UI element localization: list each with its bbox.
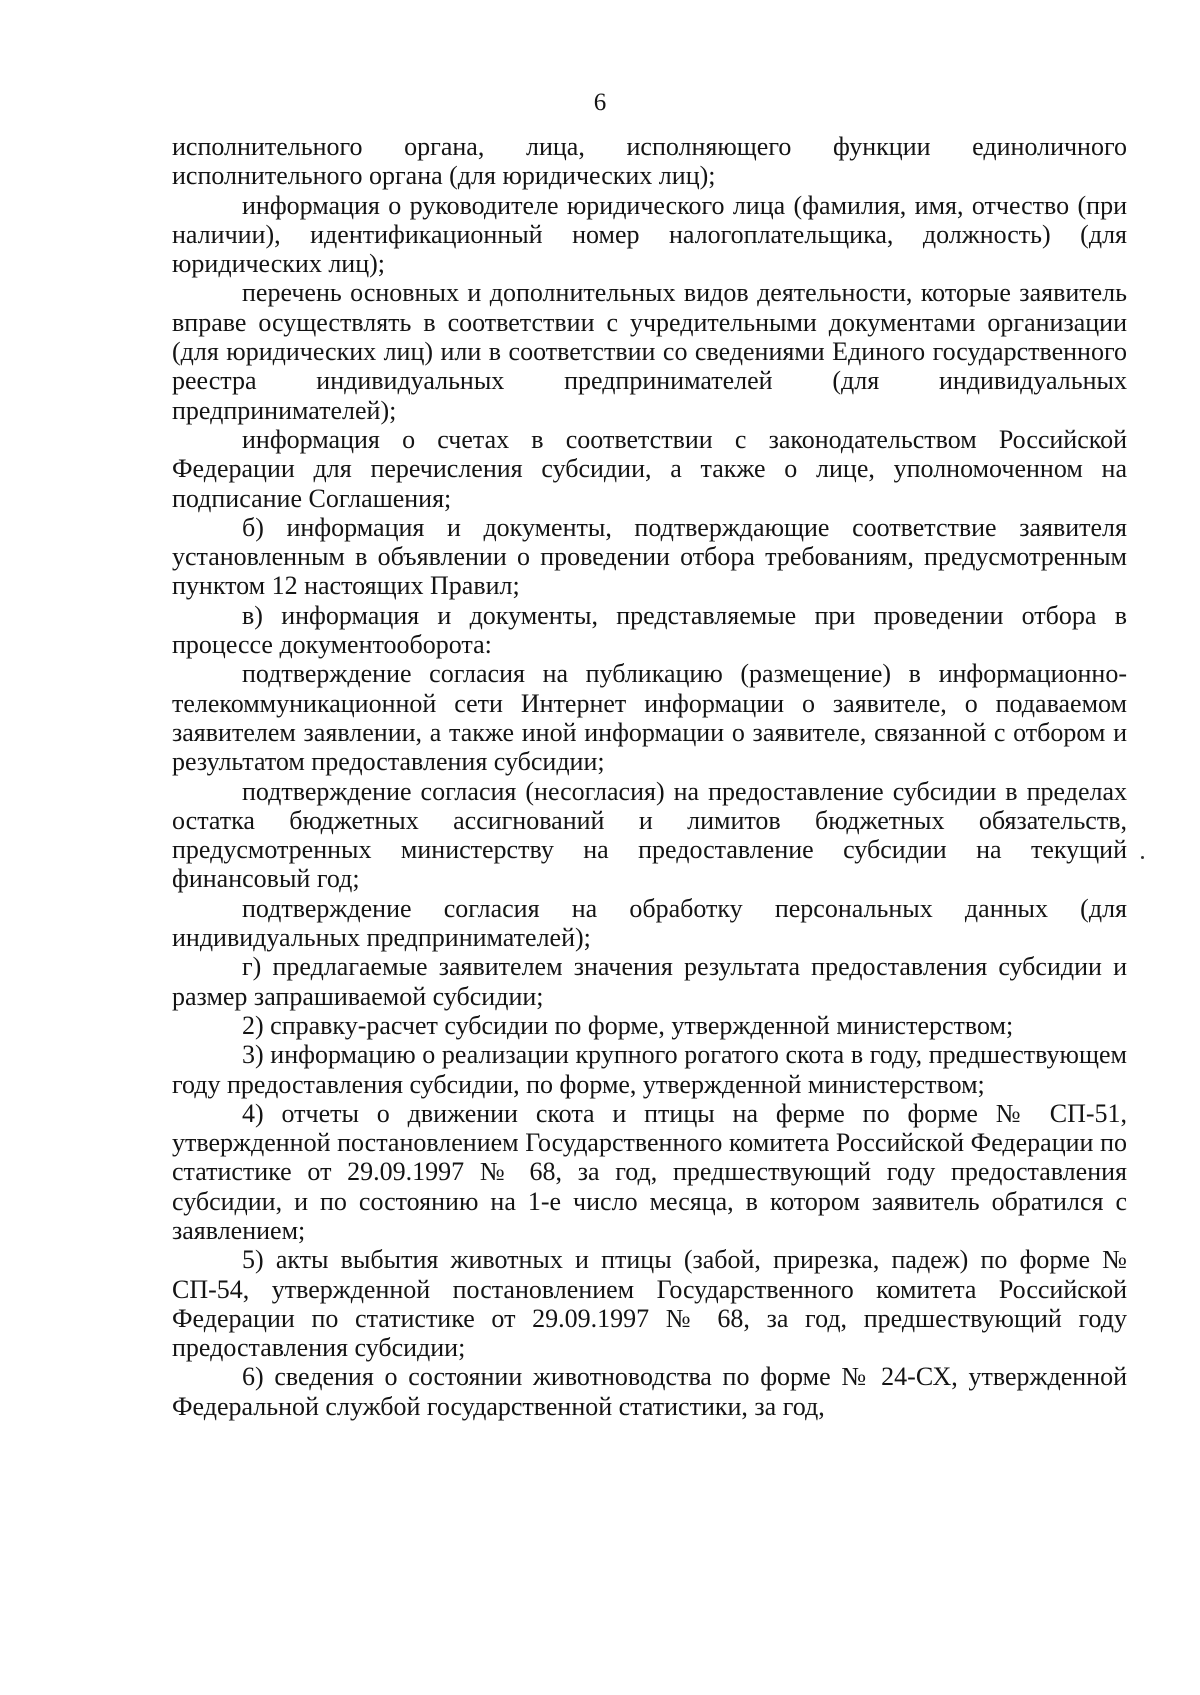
paragraph-budget-consent: подтверждение согласия (несогласия) на предоставление субсидии в пределах остатка бюджетных ассигнований и лимитов бюджетных обязательств, предусмотренных министерству на предоставление субсидии на текущий финансовый год; [172,776,1127,894]
paragraph-continuation: исполнительного органа, лица, исполняющего функции единоличного исполнительного органа (для юридических лиц); [172,132,1127,191]
paragraph-personal-data-consent: подтверждение согласия на обработку персональных данных (для индивидуальных предпринимателей); [172,893,1127,953]
paragraph-item-6: 6) сведения о состоянии животноводства по форме № 24-СХ, утвержденной Федеральной службой государственной статистики, за год, [172,1362,1127,1421]
paragraph-item-b: б) информация и документы, подтверждающие соответствие заявителя установленным в объявлении о проведении отбора требованиям, предусмотренным пунктом 12 настоящих Правил; [172,512,1127,601]
paragraph-item-v: в) информация и документы, представляемые при проведении отбора в процессе документооборота: [172,600,1127,660]
paragraph-item-3: 3) информацию о реализации крупного рогатого скота в году, предшествующем году предоставления субсидии, по форме, утвержденной министерством; [172,1040,1127,1099]
paragraph-publication-consent: подтверждение согласия на публикацию (размещение) в информационно-телекоммуникационной сети Интернет информации о заявителе, о подаваемом заявителем заявлении, а также иной информации о заявителе, связанной с отбором и результатом предоставления субсидии; [172,659,1127,777]
paragraph-item-g: г) предлагаемые заявителем значения результата предоставления субсидии и размер запрашиваемой субсидии; [172,952,1127,1011]
paragraph-accounts-info: информация о счетах в соответствии с законодательством Российской Федерации для перечисления субсидии, а также о лице, уполномоченном на подписание Соглашения; [172,424,1127,513]
page-number: 6 [593,89,607,116]
paragraph-item-5: 5) акты выбытия животных и птицы (забой, прирезка, падеж) по форме № СП-54, утвержденной постановлением Государственного комитета Российской Федерации по статистике от 29.09.1997 № 68, за год, предшествующий году предоставления субсидии; [172,1245,1127,1363]
paragraph-head-info: информация о руководителе юридического лица (фамилия, имя, отчество (при наличии), идентификационный номер налогоплательщика, должность) (для юридических лиц); [172,190,1127,279]
scan-speck [1141,856,1144,859]
paragraph-activity-list: перечень основных и дополнительных видов деятельности, которые заявитель вправе осуществлять в соответствии с учредительными документами организации (для юридических лиц) или в соответствии со сведениями Единого государственного реестра индивидуальных предпринимателей (для индивидуальных предпринимателей); [172,278,1127,425]
paragraph-item-4: 4) отчеты о движении скота и птицы на ферме по форме № СП-51, утвержденной постановлением Государственного комитета Российской Федерации по статистике от 29.09.1997 № 68, за год, предшествующий году предоставления субсидии, и по состоянию на 1-е число месяца, в котором заявитель обратился с заявлением; [172,1098,1127,1245]
document-body [172,132,1127,1421]
paragraph-item-2: 2) справку-расчет субсидии по форме, утвержденной министерством; [242,1010,1014,1040]
